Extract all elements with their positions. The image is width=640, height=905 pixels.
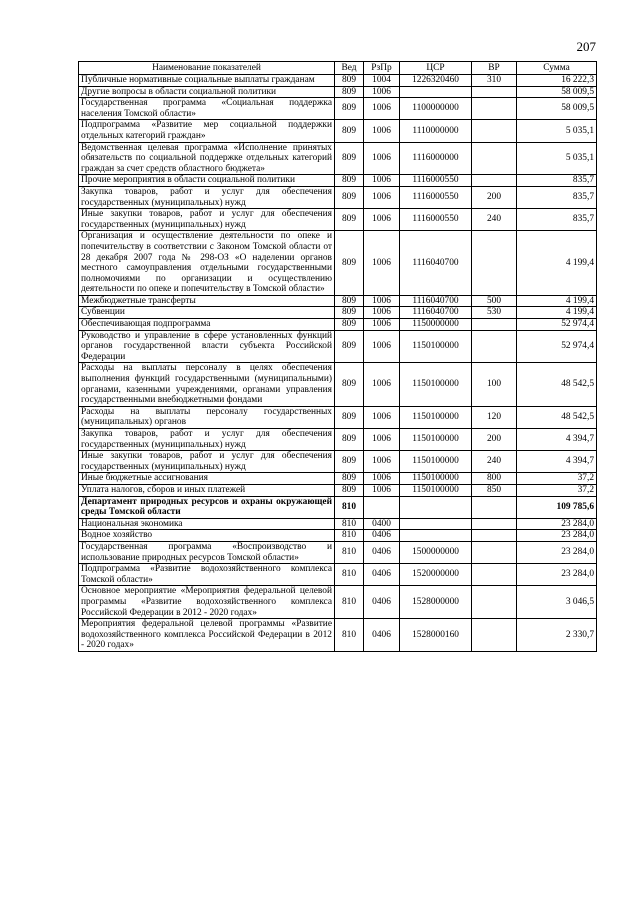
cell-sum: 37,2 xyxy=(517,473,597,485)
cell-csr xyxy=(400,518,472,530)
cell-sum: 835,7 xyxy=(517,209,597,231)
cell-vr xyxy=(472,541,517,563)
cell-csr: 1150100000 xyxy=(400,363,472,406)
cell-sum: 48 542,5 xyxy=(517,406,597,428)
cell-vr: 100 xyxy=(472,363,517,406)
table-row xyxy=(79,186,597,208)
cell-rzpr: 1006 xyxy=(364,86,400,98)
cell-rzpr: 0406 xyxy=(364,564,400,586)
cell-vr xyxy=(472,175,517,187)
cell-rzpr: 1004 xyxy=(364,75,400,87)
table-row xyxy=(79,175,597,187)
cell-ved: 810 xyxy=(335,518,364,530)
cell-csr: 1150000000 xyxy=(400,319,472,331)
table-row xyxy=(79,496,597,518)
cell-csr xyxy=(400,530,472,542)
cell-rzpr: 0400 xyxy=(364,518,400,530)
cell-csr: 1116000550 xyxy=(400,175,472,187)
table-row xyxy=(79,307,597,319)
cell-name: Публичные нормативные социальные выплаты гражданам xyxy=(79,75,335,87)
cell-vr: 850 xyxy=(472,484,517,496)
table-row xyxy=(79,120,597,142)
cell-csr: 1116000000 xyxy=(400,142,472,175)
table-row xyxy=(79,295,597,307)
table-row xyxy=(79,586,597,619)
cell-name: Закупка товаров, работ и услуг для обеспечения государственных (муниципальных) нужд xyxy=(79,429,335,451)
cell-vr: 240 xyxy=(472,209,517,231)
cell-ved: 810 xyxy=(335,496,364,518)
cell-csr: 1110000000 xyxy=(400,120,472,142)
cell-csr: 1226320460 xyxy=(400,75,472,87)
cell-name: Закупка товаров, работ и услуг для обеспечения государственных (муниципальных) нужд xyxy=(79,186,335,208)
cell-ved: 810 xyxy=(335,530,364,542)
cell-rzpr: 0406 xyxy=(364,541,400,563)
cell-vr: 800 xyxy=(472,473,517,485)
cell-sum: 4 199,4 xyxy=(517,307,597,319)
cell-rzpr: 1006 xyxy=(364,484,400,496)
cell-csr: 1150100000 xyxy=(400,330,472,363)
cell-vr: 530 xyxy=(472,307,517,319)
cell-rzpr: 1006 xyxy=(364,363,400,406)
cell-sum: 4 199,4 xyxy=(517,295,597,307)
cell-ved: 809 xyxy=(335,175,364,187)
cell-name: Государственная программа «Социальная поддержка населения Томской области» xyxy=(79,98,335,120)
cell-name: Подпрограмма «Развитие водохозяйственного комплекса Томской области» xyxy=(79,564,335,586)
cell-csr: 1100000000 xyxy=(400,98,472,120)
cell-vr: 310 xyxy=(472,75,517,87)
cell-ved: 809 xyxy=(335,307,364,319)
table-header-row xyxy=(79,62,597,75)
cell-vr: 500 xyxy=(472,295,517,307)
cell-ved: 809 xyxy=(335,209,364,231)
cell-sum: 835,7 xyxy=(517,186,597,208)
cell-vr xyxy=(472,530,517,542)
cell-name: Другие вопросы в области социальной политики xyxy=(79,86,335,98)
cell-sum: 4 394,7 xyxy=(517,451,597,473)
budget-table xyxy=(78,61,597,652)
cell-ved: 809 xyxy=(335,120,364,142)
table-row xyxy=(79,209,597,231)
header-csr: ЦСР xyxy=(400,62,472,75)
table-row xyxy=(79,564,597,586)
table-row xyxy=(79,484,597,496)
cell-csr xyxy=(400,86,472,98)
cell-vr xyxy=(472,319,517,331)
cell-rzpr: 1006 xyxy=(364,429,400,451)
cell-sum: 23 284,0 xyxy=(517,518,597,530)
cell-vr: 120 xyxy=(472,406,517,428)
cell-name: Департамент природных ресурсов и охраны окружающей среды Томской области xyxy=(79,496,335,518)
cell-vr xyxy=(472,142,517,175)
cell-sum: 52 974,4 xyxy=(517,319,597,331)
header-name: Наименование показателей xyxy=(79,62,335,75)
cell-sum: 16 222,3 xyxy=(517,75,597,87)
cell-rzpr: 1006 xyxy=(364,120,400,142)
cell-sum: 52 974,4 xyxy=(517,330,597,363)
cell-rzpr: 1006 xyxy=(364,142,400,175)
cell-name: Основное мероприятие «Мероприятия федеральной целевой программы «Развитие водохозяйственного комплекса Российской Федерации в 2012 - 2020 годах» xyxy=(79,586,335,619)
table-row xyxy=(79,541,597,563)
cell-sum: 48 542,5 xyxy=(517,363,597,406)
cell-ved: 809 xyxy=(335,406,364,428)
header-rzpr: РзПр xyxy=(364,62,400,75)
table-row xyxy=(79,619,597,652)
cell-ved: 810 xyxy=(335,619,364,652)
cell-csr xyxy=(400,496,472,518)
cell-name: Расходы на выплаты персоналу государственных (муниципальных) органов xyxy=(79,406,335,428)
cell-ved: 809 xyxy=(335,186,364,208)
cell-vr: 200 xyxy=(472,429,517,451)
cell-ved: 809 xyxy=(335,142,364,175)
cell-csr: 1116000550 xyxy=(400,209,472,231)
cell-csr: 1528000000 xyxy=(400,586,472,619)
page-number: 207 xyxy=(576,39,596,54)
cell-csr: 1500000000 xyxy=(400,541,472,563)
table-row xyxy=(79,330,597,363)
cell-csr: 1150100000 xyxy=(400,484,472,496)
cell-name: Национальная экономика xyxy=(79,518,335,530)
cell-vr xyxy=(472,330,517,363)
cell-sum: 58 009,5 xyxy=(517,98,597,120)
cell-rzpr: 1006 xyxy=(364,186,400,208)
cell-name: Руководство и управление в сфере установленных функций органов государственной власти субъекта Российской Федерации xyxy=(79,330,335,363)
cell-csr: 1150100000 xyxy=(400,429,472,451)
cell-name: Субвенции xyxy=(79,307,335,319)
cell-sum: 3 046,5 xyxy=(517,586,597,619)
table-row xyxy=(79,319,597,331)
cell-name: Уплата налогов, сборов и иных платежей xyxy=(79,484,335,496)
table-row xyxy=(79,429,597,451)
table-row xyxy=(79,473,597,485)
cell-csr: 1150100000 xyxy=(400,406,472,428)
cell-rzpr: 1006 xyxy=(364,451,400,473)
cell-vr xyxy=(472,86,517,98)
cell-name: Государственная программа «Воспроизводство и использование природных ресурсов Томской области» xyxy=(79,541,335,563)
cell-vr xyxy=(472,98,517,120)
cell-ved: 809 xyxy=(335,86,364,98)
cell-ved: 809 xyxy=(335,319,364,331)
cell-rzpr: 1006 xyxy=(364,98,400,120)
cell-sum: 835,7 xyxy=(517,175,597,187)
cell-sum: 23 284,0 xyxy=(517,541,597,563)
cell-rzpr: 0406 xyxy=(364,530,400,542)
cell-name: Ведомственная целевая программа «Исполнение принятых обязательств по социальной поддержке отдельных категорий граждан за счет средств областного бюджета» xyxy=(79,142,335,175)
table-row xyxy=(79,86,597,98)
cell-csr: 1150100000 xyxy=(400,451,472,473)
cell-vr xyxy=(472,619,517,652)
cell-vr xyxy=(472,496,517,518)
cell-name: Расходы на выплаты персоналу в целях обеспечения выполнения функций государственными (муниципальными) органами, казенными учреждениями, органами управления государственными внебюджетными фондами xyxy=(79,363,335,406)
cell-name: Водное хозяйство xyxy=(79,530,335,542)
cell-name: Иные закупки товаров, работ и услуг для обеспечения государственных (муниципальных) нужд xyxy=(79,451,335,473)
table-row xyxy=(79,363,597,406)
cell-sum: 5 035,1 xyxy=(517,120,597,142)
table-body xyxy=(79,75,597,652)
table-row xyxy=(79,530,597,542)
cell-csr: 1520000000 xyxy=(400,564,472,586)
cell-ved: 810 xyxy=(335,586,364,619)
cell-rzpr: 0406 xyxy=(364,619,400,652)
cell-name: Мероприятия федеральной целевой программы «Развитие водохозяйственного комплекса Российской Федерации в 2012 - 2020 годах» xyxy=(79,619,335,652)
cell-sum: 5 035,1 xyxy=(517,142,597,175)
cell-ved: 809 xyxy=(335,451,364,473)
cell-csr: 1150100000 xyxy=(400,473,472,485)
cell-vr: 240 xyxy=(472,451,517,473)
cell-vr xyxy=(472,586,517,619)
cell-name: Иные бюджетные ассигнования xyxy=(79,473,335,485)
cell-vr: 200 xyxy=(472,186,517,208)
cell-rzpr: 1006 xyxy=(364,231,400,296)
cell-ved: 809 xyxy=(335,231,364,296)
cell-sum: 2 330,7 xyxy=(517,619,597,652)
cell-rzpr: 0406 xyxy=(364,586,400,619)
cell-vr xyxy=(472,120,517,142)
cell-sum: 23 284,0 xyxy=(517,564,597,586)
table-row xyxy=(79,518,597,530)
cell-rzpr: 1006 xyxy=(364,307,400,319)
cell-csr: 1528000160 xyxy=(400,619,472,652)
table-row xyxy=(79,406,597,428)
table-row xyxy=(79,231,597,296)
cell-name: Подпрограмма «Развитие мер социальной поддержки отдельных категорий граждан» xyxy=(79,120,335,142)
cell-ved: 809 xyxy=(335,484,364,496)
cell-ved: 809 xyxy=(335,98,364,120)
table-row xyxy=(79,75,597,87)
cell-ved: 809 xyxy=(335,473,364,485)
cell-name: Иные закупки товаров, работ и услуг для обеспечения государственных (муниципальных) нужд xyxy=(79,209,335,231)
cell-ved: 809 xyxy=(335,330,364,363)
cell-vr xyxy=(472,518,517,530)
cell-rzpr: 1006 xyxy=(364,473,400,485)
cell-ved: 809 xyxy=(335,429,364,451)
cell-rzpr: 1006 xyxy=(364,175,400,187)
cell-vr xyxy=(472,231,517,296)
cell-rzpr xyxy=(364,496,400,518)
cell-sum: 4 394,7 xyxy=(517,429,597,451)
cell-csr: 1116040700 xyxy=(400,307,472,319)
cell-name: Межбюджетные трансферты xyxy=(79,295,335,307)
cell-ved: 809 xyxy=(335,295,364,307)
cell-rzpr: 1006 xyxy=(364,406,400,428)
cell-ved: 809 xyxy=(335,75,364,87)
table-row xyxy=(79,98,597,120)
cell-rzpr: 1006 xyxy=(364,295,400,307)
table-row xyxy=(79,142,597,175)
cell-sum: 37,2 xyxy=(517,484,597,496)
cell-sum: 109 785,6 xyxy=(517,496,597,518)
cell-vr xyxy=(472,564,517,586)
cell-sum: 58 009,5 xyxy=(517,86,597,98)
header-ved: Вед xyxy=(335,62,364,75)
cell-sum: 4 199,4 xyxy=(517,231,597,296)
cell-sum: 23 284,0 xyxy=(517,530,597,542)
cell-ved: 810 xyxy=(335,541,364,563)
header-sum: Сумма xyxy=(517,62,597,75)
cell-rzpr: 1006 xyxy=(364,319,400,331)
cell-name: Организация и осуществление деятельности по опеке и попечительству в соответствии с Законом Томской области от 28 декабря 2007 года № 298-ОЗ «О наделении органов местного самоуправления отдельными государственными полномочиями по организации и осуществлению деятельности по опеке и попечительству в Томской области» xyxy=(79,231,335,296)
cell-rzpr: 1006 xyxy=(364,209,400,231)
cell-name: Прочие мероприятия в области социальной политики xyxy=(79,175,335,187)
cell-csr: 1116040700 xyxy=(400,295,472,307)
cell-ved: 809 xyxy=(335,363,364,406)
table-row xyxy=(79,451,597,473)
cell-rzpr: 1006 xyxy=(364,330,400,363)
header-vr: ВР xyxy=(472,62,517,75)
cell-name: Обеспечивающая подпрограмма xyxy=(79,319,335,331)
cell-csr: 1116000550 xyxy=(400,186,472,208)
cell-csr: 1116040700 xyxy=(400,231,472,296)
cell-ved: 810 xyxy=(335,564,364,586)
